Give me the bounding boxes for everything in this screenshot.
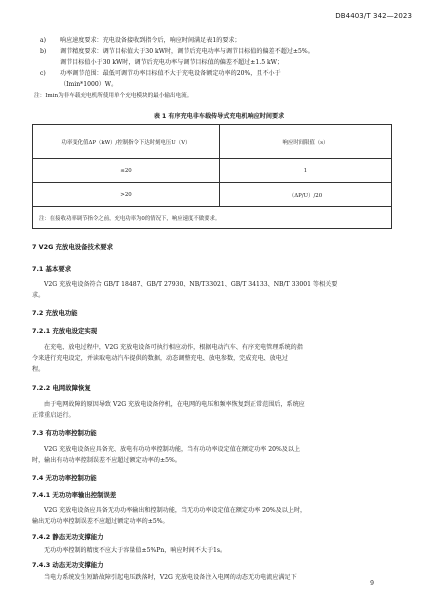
section-7-4-title: 7.4 无功功率控制功能: [32, 474, 97, 482]
item-b-text-1: 调节精度要求：调节目标值大于30 kW时，调节后充电功率与调节目标值的偏差不超过±5%。: [60, 48, 314, 55]
table-cell: （ΔP/U）/20: [220, 183, 392, 207]
section-7-4-1-text-2: 输出无功功率控制误差不应超过额定功率的±5%。: [32, 518, 169, 525]
section-7-2-2-text-1: 由于电网故障的原因导致 V2G 充放电设备停机，在电网的电压和频率恢复到正常范围后，系统应: [44, 401, 305, 408]
item-c-label: c): [40, 70, 46, 77]
table-cell: ≤20: [33, 159, 220, 183]
section-7-2-1-title: 7.2.1 充放电设定实现: [32, 327, 98, 335]
table-cell: 1: [220, 159, 392, 183]
section-7-2-1-text-3: 程。: [32, 366, 45, 373]
item-b-label: b): [40, 48, 47, 55]
table-note: 注：在接收功率调节指令之前，充电功率为0的情况下，响应速度不做要求。: [33, 207, 392, 229]
section-7-4-3-text: 当电力系统发生短路故障引起电压跌落时，V2G 充放电设备注入电网的动态无功电流应满足下: [44, 574, 297, 581]
standard-code: DB4403/T 342—2023: [335, 12, 412, 20]
section-7-3-text-1: V2G 充放电设备应具备充、放电有功功率控制功能，当有功功率设定值在额定功率 20%及以上: [44, 446, 301, 453]
section-7-2-title: 7.2 充放电功能: [32, 309, 78, 317]
item-b-text-2: 调节目标值小于30 kW时，调节后充电功率与调节目标值的偏差不超过±1.5 kW；: [60, 59, 284, 66]
table-header-cell: 响应时间限值（s）: [220, 125, 392, 159]
section-7-1-text-2: 求。: [32, 292, 45, 299]
section-7-3-title: 7.3 有功功率控制功能: [32, 429, 97, 437]
section-7-4-1-text-1: V2G 充放电设备应具备无功功率输出和控制功能，当无功功率设定值在额定功率 20%及以上时，: [44, 507, 307, 514]
table-header-row: [33, 125, 392, 159]
section-7-4-2-title: 7.4.2 静态无功支撑能力: [32, 533, 104, 541]
page-number: 9: [370, 580, 374, 587]
section-7-4-3-title: 7.4.3 动态无功支撑能力: [32, 561, 104, 569]
item-a-text: 响应速度要求：充电设备接收到指令后，响应时间满足表1的要求；: [60, 37, 241, 44]
item-a-label: a): [40, 37, 47, 44]
table-title: 表 1 有序充电非车载传导式充电机响应时间要求: [153, 113, 285, 120]
intro-note: 注：Imin为非车载充电机所使用单个充电模块的最小输出电流。: [34, 93, 193, 99]
section-7-2-2-title: 7.2.2 电网故障恢复: [32, 384, 91, 392]
section-7-4-2-text: 无功功率控制的精度不应大于容量值±5%Pn，响应时间不大于1s。: [44, 547, 227, 554]
section-7-1-text-1: V2G 充放电设备符合 GB/T 18487、GB/T 27930、NB/T33021、GB/T 34133、NB/T 33001 等相关要: [44, 281, 338, 288]
section-7-1-title: 7.1 基本要求: [32, 265, 72, 273]
response-time-table: [32, 124, 392, 229]
table-row: [33, 183, 392, 207]
section-7-title: 7 V2G 充放电设备技术要求: [32, 243, 114, 251]
table-cell: >20: [33, 183, 220, 207]
section-7-3-text-2: 时，输出有功功率控制误差不应超过额定功率的±5%。: [32, 457, 181, 464]
item-c-text-2: （Imin*1000）W。: [60, 81, 118, 88]
table-header-cell: 功率变化值ΔP（kW）/控制指令下达时刻电压U（V）: [33, 125, 220, 159]
item-c-text-1: 功率调节范围：最低可调节功率目标值不大于充电设备额定功率的20%，且不小于: [60, 70, 281, 77]
section-7-2-1-text-1: 在充电、放电过程中，V2G 充放电设备可执行相应动作，根据电动汽车、有序充电管理系统的指: [44, 344, 303, 351]
section-7-2-1-text-2: 令来进行充电设定，并读取电动汽车提供的数据，动态调整充电、放电参数，完成充电、放电过: [32, 355, 288, 362]
section-7-4-1-title: 7.4.1 无功功率输出控制误差: [32, 491, 117, 499]
table-row: [33, 159, 392, 183]
table-note-row: [33, 207, 392, 229]
section-7-2-2-text-2: 正常重启运行。: [32, 412, 75, 419]
